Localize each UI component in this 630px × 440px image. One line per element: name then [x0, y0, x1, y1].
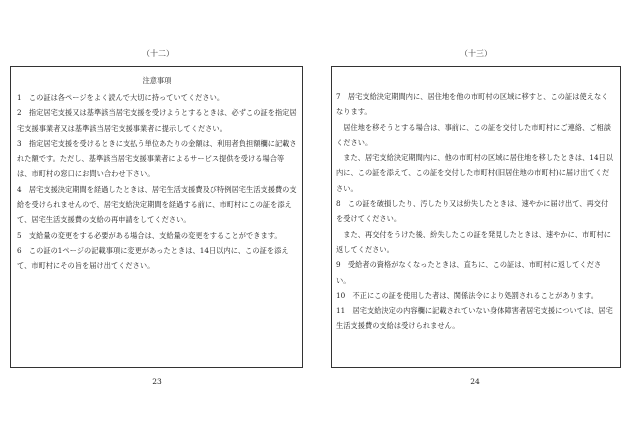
notice-item-8: 8 この証を破損したり、汚したり又は紛失したときは、速やかに届け出て、再交付を受けてください。	[336, 199, 609, 224]
notice-item-7: 7 居宅支給決定期間内に、居住地を他の市町村の区域に移すと、この証は使えなくなります。	[336, 92, 609, 117]
notice-item-9: 9 受給者の資格がなくなったときは、直ちに、この証は、市町村に返してください。	[336, 260, 602, 285]
left-page-number: 23	[152, 377, 162, 386]
right-page-notice-box	[331, 66, 621, 368]
notice-item-6: 6 この証の1ページの記載事項に変更があったときは、14日以内に、この証を添えて、市町村にその旨を届け出てください。	[17, 245, 289, 271]
right-page-number: 24	[470, 377, 480, 386]
right-page-header: （十三）	[460, 49, 492, 58]
notice-item-8-reissue: また、再交付をうけた後、紛失したこの証を発見したときは、速やかに、市町村に返してください。	[336, 229, 612, 254]
left-page-header: （十二）	[142, 49, 174, 58]
notice-item-5: 5 支給量の変更をする必要がある場合は、支給量の変更をすることができます。	[17, 230, 282, 240]
left-page-notice-box	[10, 66, 303, 368]
notice-item-1: 1 この証は各ページをよく読んで大切に持っていてください。	[17, 93, 225, 102]
notice-item-7-move: また、居宅支給決定期間内に、他の市町村の区域に居住地を移したときは、14日以内に、この証を添えて、この証を交付した市町村(旧居住地の市町村)に届け出てください。	[336, 153, 614, 193]
notice-item-11: 11 居宅支給決定の内容欄に記載されていない身体障害者居宅支援については、居宅生活支援費の支給は受けられません。	[336, 306, 613, 331]
notice-item-2: 2 指定居宅支援又は基準該当居宅支援を受けようとするときは、必ずこの証を指定居宅支援事業者又は基準該当居宅支援事業者に提示してください。	[17, 108, 297, 133]
notice-item-3: 3 指定居宅支援を受けるときに支払う単位あたりの金額は、利用者負担額欄に記載された額です。ただし、基準該当居宅支援事業者によるサービス提供を受ける場合等は、市町村の窓口にお問い合わせ下さい。	[17, 138, 297, 179]
notice-title: 注意事項	[142, 76, 172, 85]
notice-item-10: 10 不正にこの証を使用した者は、関係法令により処罰されることがあります。	[336, 290, 598, 300]
notice-item-4: 4 居宅支援決定期間を経過したときは、居宅生活支援費及び特例居宅生活支援費の支給を受けられませんので、居宅支給決定期間を経過する前に、市町村にこの証を添えて、居宅生活支援費の支給の再申請をしてください。	[17, 184, 297, 225]
notice-item-7-residence: 居住地を移そうとする場合は、事前に、この証を交付した市町村にご連絡、ご相談ください。	[336, 122, 612, 147]
